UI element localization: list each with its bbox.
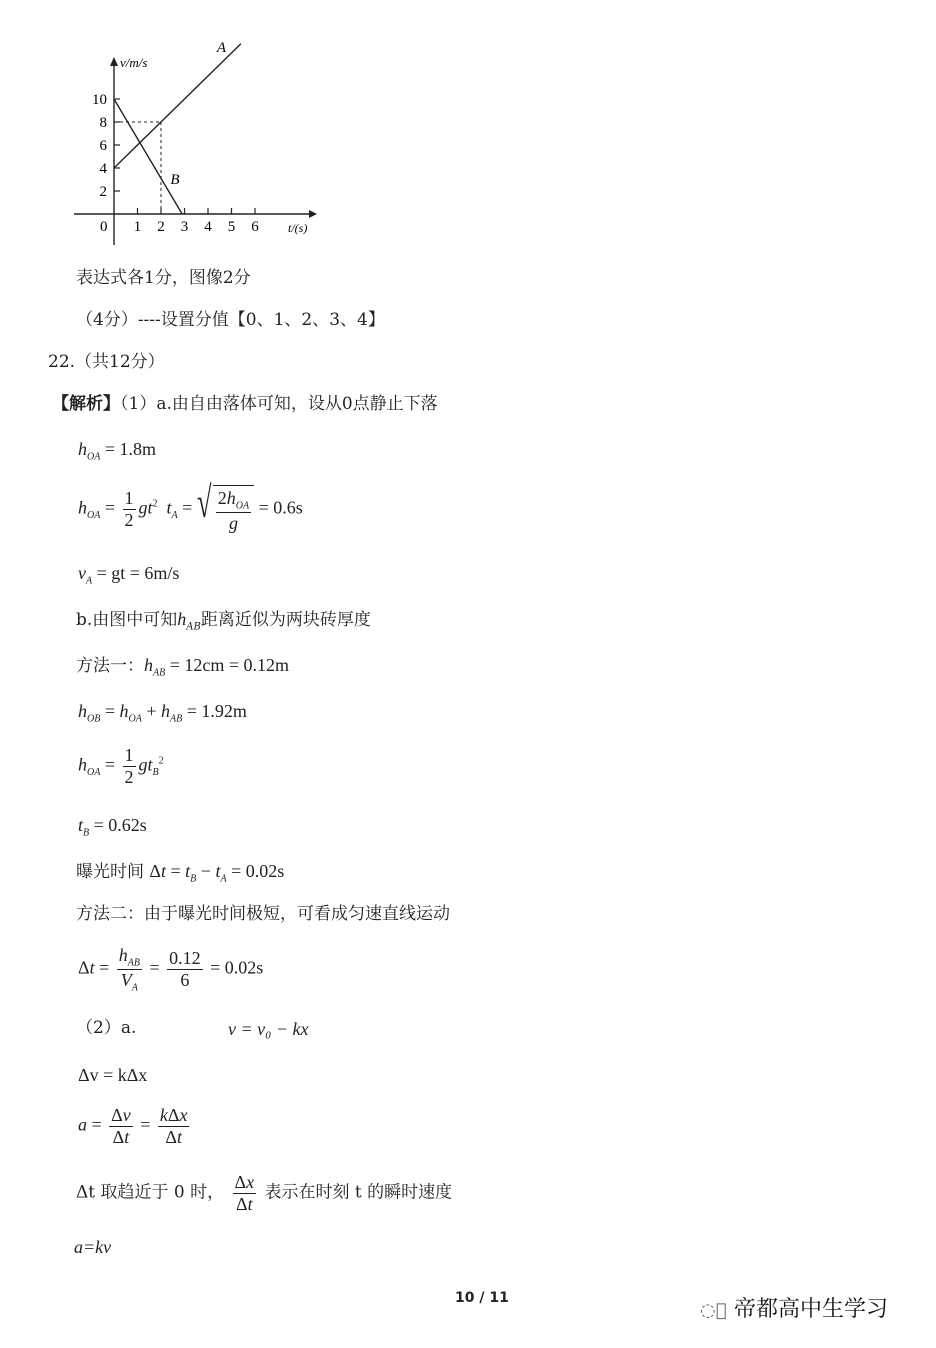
x-tick-label: 6 [251,219,259,235]
velocity-time-chart [60,40,330,250]
eq-t-b-rhs: = 0.62s [93,815,147,835]
x-tick-label: 5 [227,219,236,235]
series-label-A: A [216,40,227,56]
eq-h-ob-rhs: = 1.92m [186,701,247,721]
eq-v-x: v = v₀ − kx [228,1019,309,1039]
y-tick-label: 2 [99,184,107,200]
b-tail: 距离近似为两块砖厚度 [200,610,371,630]
exposure-label: 曝光时间 [76,862,144,882]
b-text: b.由图中可知 [76,610,178,630]
eq-delta-t-den: 6 [180,970,190,991]
series-label-B: B [170,172,180,189]
exposure-line: 曝光时间 $\Delta t = t_B - t_A = 0.02s$ [76,861,285,885]
eq-free-fall: $h_{OA}$ = $\frac{1}{2}$ $gt^2$ $t_A$ = √ $\frac{2h_{OA}}{g}$ = 0.6s [78,478,303,534]
part-2-label: （2）a. [76,1018,137,1038]
eq-free-fall-rhs: = 0.6s [258,497,303,518]
x-axis-arrow [309,210,317,218]
y-tick-label: 4 [99,161,107,177]
score-note: 表达式各1分，图像2分 [76,268,251,288]
x-tick-label: 3 [180,219,189,235]
dt-text: Δt 取趋近于 0 时， [76,1182,225,1203]
eq-h-oa-rhs: = 1.8m [104,439,156,459]
dt-line: Δt 取趋近于 0 时， $\frac{\Delta x}{\Delta t}$ 表示在时刻 t 的瞬时速度 [76,1172,453,1214]
analysis-text: （1）a.由自由落体可知，设从0点静止下落 [120,394,438,414]
eq-h-oa-2: $h_{OA}$ = $\frac{1}{2}$ $gt_B^2$ [78,745,164,787]
series-line-B [114,99,182,214]
analysis-line [52,396,438,413]
y-tick-label: 10 [92,92,107,108]
method-1-label: 方法一： [76,656,144,676]
brand-watermark [700,1292,888,1323]
eq-delta-t-rhs: = 0.02s [210,957,264,978]
score-setting: （4分）----设置分值【0、1、2、3、4】 [76,310,385,330]
brand-text: 帝都高中生学习 [734,1297,889,1322]
x-tick-label: 2 [157,219,165,235]
y-axis-label: v/m/s [120,55,148,70]
method-1-rhs: = 12cm = 0.12m [169,655,290,675]
method-1-line: 方法一：$h_{AB} = 12cm = 0.12m$ [76,655,290,679]
exposure-rhs: = 0.02s [231,861,285,881]
eq-delta-t: Δt = $\frac{h_{AB}}{V_A}$ = $\frac{0.12}{6}$ = 0.02s [78,945,264,994]
x-axis-label: t/(s) [288,221,308,235]
eq-h-ob: $h_{OB} = h_{OA} + h_{AB} = 1.92m$ [78,701,247,725]
method-2-text: 方法二：由于曝光时间极短，可看成匀速直线运动 [76,904,450,924]
y-axis-arrow [110,57,118,66]
analysis-tag: 【解析】 [52,394,120,414]
x-tick-label: 4 [204,219,212,235]
eq-delta-v: Δv = kΔx [78,1065,148,1085]
eq-t-b: $t_B = 0.62s$ [78,815,147,839]
origin-label: 0 [100,219,108,235]
final-result: a=kv [74,1237,112,1257]
dt-tail: 表示在时刻 t 的瞬时速度 [264,1182,453,1203]
eq-acceleration: a = $\frac{\Delta v}{\Delta t}$ = $\frac{\text{kΔx}}{\Delta t}$ [78,1105,188,1147]
question-22-header: 22.（共12分） [48,352,165,372]
eq-h-oa: $h_{OA} = 1.8m$ [78,439,156,463]
y-tick-label: 8 [99,115,107,131]
wechat-icon: ◌⃝ [700,1300,727,1321]
page-number: 10 / 11 [455,1290,509,1306]
x-tick-label: 1 [133,219,142,235]
eq-v-a-rhs: = gt = 6m/s [96,563,180,583]
b-text-line: b.由图中可知$h_{AB}$距离近似为两块砖厚度 [76,609,371,633]
eq-v-a: $v_A$ = gt = 6m/s [78,563,180,587]
eq-delta-t-num: 0.12 [169,948,201,969]
y-tick-label: 6 [99,138,107,154]
